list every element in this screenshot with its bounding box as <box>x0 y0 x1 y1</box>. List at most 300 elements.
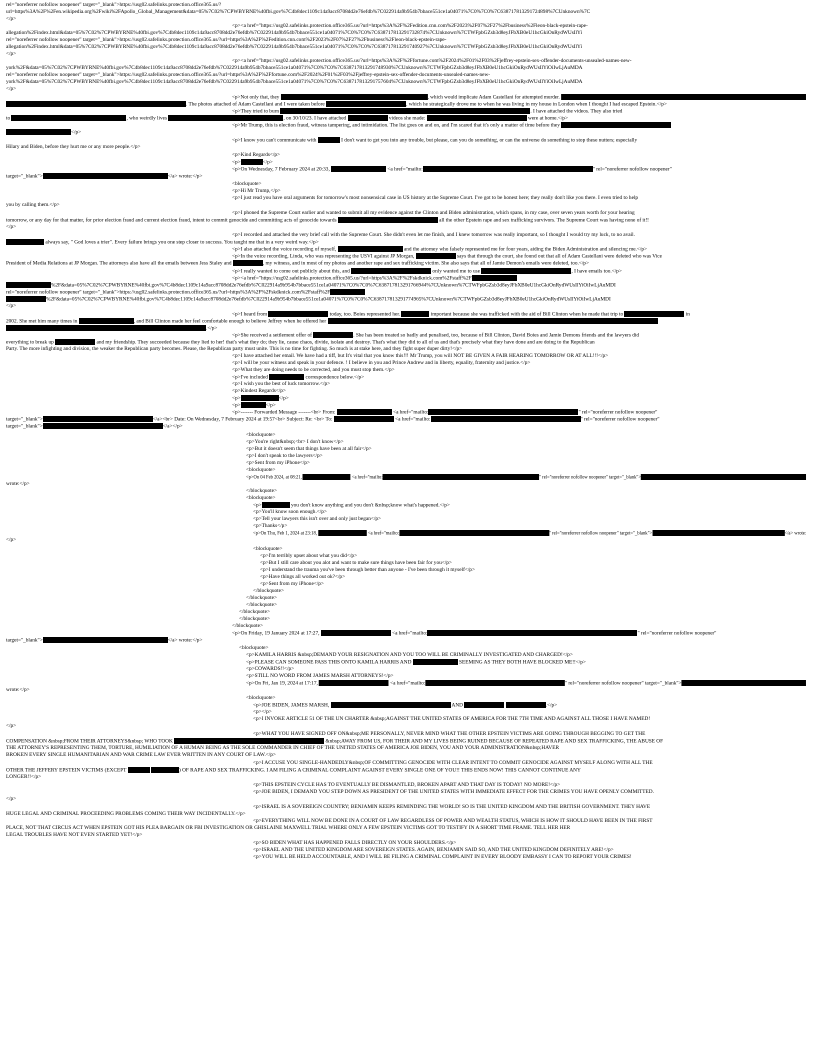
line-text: important because she was trafficked with the aid of Bill Clinton when he made that trip to <box>429 311 625 318</box>
redaction-block <box>326 101 406 107</box>
line-text: </blockquote> <box>253 588 284 594</box>
redaction-block <box>431 416 581 422</box>
line-text: <p>Not only that, they <box>232 94 281 101</box>
line-text: ) OF RAPE AND SEX TRAFFICKING. I AM FILING A CRIMINAL COMPLAINT AGAINST EVERY SINGLE ONE OF YOU!! THIS ENDS NOW! THIS CANNOT CONTINUE ANY <box>178 767 581 774</box>
line-text: <p>You'll know soon enough.</p> <box>253 509 327 515</box>
document-line <box>6 537 16 543</box>
document-line <box>232 108 622 115</box>
line-text: <p>WHAT YOU HAVE SIGNED OFF ON&nbsp;ME PERSONALLY, NEVER MIND WHAT THE OTHER EPSTEIN VICTIMS ARE GOING THROUGH BEGGING TO GET THE <box>253 731 646 737</box>
line-text: url=https%3A%2F%2Fen.wikipedia.org%2Fwiki%2FApollo_Global_Management&data=05%7C02%7CPWBYRNE%40fbi.gov%7C4b8dec1109c14a9acc8708dd2e76efdb%7C022914a9b954b7bbace551ce1a04071%7C0%7C0%7C638717813291724898%7CUnknown%7C <box>6 9 591 15</box>
redaction-block <box>481 268 571 274</box>
redaction-block <box>401 311 429 317</box>
line-text: correspondence below.</p> <box>304 374 365 381</box>
document-line <box>6 723 16 729</box>
document-line <box>246 460 310 466</box>
document-line <box>253 854 632 860</box>
line-text: allegation%2Findex.html&data=05%7C02%7CPWBYRNE%40fbi.gov%7C4b8dec1109c14a9acc8708dd2e76efdb%7C022914a9b954b7bbace551ce1a04071%7C0%7C0%7C638717813291732874%7CUnknown%7CTWFpbGZsb3d8eyJFbXB0eU1hcGkiOnRydWUsIlYi <box>6 30 583 36</box>
redaction-block <box>43 637 168 643</box>
line-text: THE ATTORNEY'S REPRESENTING THEM, TORTURE, HUMILIATION OF A HUMAN BEING AS THE SOLE COMMANDER IN CHIEF OF THE UNITED STATES OF AMERICA JOE BIDEN, YOU AND YOUR ADMINISTRATION&nbsp;HAVER <box>6 745 559 751</box>
line-text: </blockquote> <box>239 609 270 615</box>
line-text: says that through the court, she found out that all of Adam Castellani were deleted who was Vice <box>455 253 662 260</box>
document-line <box>253 530 806 537</box>
document-line <box>232 275 517 282</box>
document-line <box>246 673 394 679</box>
document-line <box>232 374 364 381</box>
line-text: in <box>684 311 690 318</box>
document-line <box>232 94 806 101</box>
document-line <box>232 137 637 144</box>
line-text: <p>I don't speak to the lawyers</p> <box>246 453 323 459</box>
document-line <box>232 395 289 402</box>
document-line <box>260 574 345 580</box>
line-text: COMPENSATION &nbsp;FROM THEIR ATTORNEYS&nbsp; WHO TOOK <box>6 738 175 745</box>
line-text: HUGE LEGAL AND CRIMINAL PROCEEDING PROBLEMS COMING THEIR WAY INCIDENTALLY.</p> <box>6 811 246 817</box>
document-line <box>232 232 635 238</box>
line-text: rel="noreferrer nofollow noopener" target="_blank">https://usg02.safelinks.protection.office365.us/?url=https%3A%2F%2Ffortune.com%2F2024%2F01%2F03%2Fjeffrey-epstein-sex-offender-documents-unsealed-names-new- <box>6 72 491 78</box>
line-text: york%2F&data=05%7C02%7CPWBYRNE%40fbi.gov%7C4b8dec1109c14a9acc8708dd2e76efdb%7C022914a9b954b7bbace551ce1a04071%7C0%7C0%7C638717813291748930%7CUnknown%7CTWFpbGZsb3d8eyJFbXB0eU1hcGkiOnRydWUsIlYiOiIwLjAuMDA <box>6 65 583 71</box>
line-text: york%2F&data=05%7C02%7CPWBYRNE%40fbi.gov%7C4b8dec1109c14a9acc8708dd2e76efdb%7C022914a9b954b7bbace551ce1a04071%7C0%7C0%7C638717813291757604%7CUnknown%7CTWFpbGZsb3d8eyJFbXB0eU1hcGkiOnRydWUsIlYiOiIwLjAuMDA <box>6 79 583 85</box>
redaction-block <box>624 311 684 317</box>
line-text: <p>I know you can't communicate with <box>232 137 318 144</box>
document-line <box>253 782 560 788</box>
document-line <box>253 523 287 529</box>
line-text: videos she made: <box>387 115 427 122</box>
document-line <box>6 86 16 92</box>
line-text: target="_blank"> <box>6 416 43 423</box>
document-line <box>232 152 280 158</box>
redaction-block <box>233 260 263 266</box>
line-text: and the attorney who falsely represented me for four years, aiding the Biden Administration and silencing me.</p> <box>402 246 647 253</box>
document-line <box>246 595 277 601</box>
redaction-block <box>413 659 458 665</box>
document-line <box>232 195 638 201</box>
document-line <box>246 439 344 445</box>
document-line <box>246 680 806 687</box>
line-text: , which would implicate Adam Castellani for attempted murder. <box>427 94 562 101</box>
line-text: <p>On Thu, Feb 1, 2024 at 23:18, <box>253 530 319 537</box>
document-line <box>6 260 589 267</box>
document-line <box>6 346 462 352</box>
line-text: <p>I really wanted to come out publicly about this, and <box>232 268 352 275</box>
document-line <box>260 567 475 573</box>
redaction-block <box>338 217 438 223</box>
document-line <box>232 332 639 339</box>
document-line <box>6 811 246 817</box>
line-text: <p>They tried to burn <box>232 108 281 115</box>
redaction-block <box>313 332 353 338</box>
line-text: <p>STILL NO WORD FROM JAMES MARSH ATTORNEYS!</p> <box>246 673 394 679</box>
line-text: <a href="mailto: <box>390 630 428 637</box>
line-text: " rel="noreferrer nofollow noopener" target="_blank"> <box>548 530 653 537</box>
line-text: <p>Kindest Regards</p> <box>232 388 286 394</box>
line-text: </a><br> Date: On Wednesday, 7 February 2024 at 19:57<br> Subject: Re: <br> To: <box>152 416 334 423</box>
line-text: you don't know anything and you don't &nbsp;know what's happened.</p> <box>289 502 450 509</box>
line-text: <p><a href="https://usg02.safelinks.protection.office365.us/?url=https%3A%2F%2Fedition.cnn.com%2F2023%2F07%2F27%2Fbusiness%2Fleon-black-epstein-rape- <box>232 23 588 29</box>
document-line <box>232 388 286 394</box>
line-text: </blockquote> <box>239 616 270 622</box>
document-line <box>6 318 658 325</box>
line-text: LONGER!!</p> <box>6 774 42 780</box>
line-text: , who weirdly lives <box>126 115 169 122</box>
line-text: <p> <box>232 159 241 166</box>
line-text: " rel="noreferrer nofollow noopener" <box>580 416 660 423</box>
line-text: target="_blank"> <box>6 423 43 430</box>
line-text: , I have emails too.</p> <box>571 268 622 275</box>
document-line <box>6 687 30 693</box>
document-line <box>6 239 319 246</box>
line-text: <p>On Wednesday, 7 February 2024 at 20:33, <box>232 166 332 173</box>
redaction-block <box>561 122 671 128</box>
line-text: <p>KAMILA HARRIS &nbsp;DEMAND YOUR RESIGNATION AND YOU TOO WILL BE CRIMINALLY INVESTIGATED AND CHARGED!</p> <box>246 652 573 658</box>
redaction-block <box>174 738 324 744</box>
document-line <box>232 360 530 366</box>
document-line <box>253 731 645 737</box>
document-line <box>6 296 611 303</box>
redaction-block <box>331 702 451 708</box>
line-text: </p> <box>71 129 82 136</box>
line-text: </p> <box>6 796 17 802</box>
document-line <box>6 115 568 122</box>
document-line <box>253 516 381 522</box>
line-text: <p>I just read you have oral arguments for tomorrow's most nonsensical case in US history at the Supreme Court. I've got to be honest here; they really don't like you there. I even tried to help <box>232 195 639 201</box>
line-text: and my friendship. They succeeded because they lied to her! that's what they do; they lie, cause chaos, divide, isolate and destroy. That's what they did to all of us and that's precisely what they have done and are doing to the Republican <box>95 339 595 346</box>
line-text: </a></p> <box>162 423 183 430</box>
line-text: </blockquote> <box>232 623 263 629</box>
redaction-block <box>416 253 456 259</box>
document-line <box>6 303 16 309</box>
line-text: , which he strategically drove me to when he was living in my house in London when I thought I had escaped Epstein.</p> <box>406 101 667 108</box>
line-text: wrote:</p> <box>6 687 30 693</box>
line-text: tomorrow, or any day for that matter, for prior election fraud and current election fraud, intent to commit genocide and committing acts of genocide towards <box>6 217 338 224</box>
document-line <box>6 481 30 487</box>
line-text: wrote:</p> <box>6 481 30 487</box>
line-text: " rel="noreferrer nofollow noopener" <box>592 166 672 173</box>
line-text: <p>On Fri, Jan 19, 2024 at 17:17, <box>246 680 320 687</box>
line-text: BROKEN EVERY SINGLE HUMANITARIAN AND WAR CRIME LAW EVER WRITTEN IN ANY COURT OF LAW.</p> <box>6 752 276 758</box>
redaction-block <box>55 339 95 345</box>
line-text: <a href="mailto: <box>391 409 429 416</box>
document-line <box>6 144 141 150</box>
document-line <box>232 23 588 29</box>
redaction-block <box>6 296 46 302</box>
document-line <box>232 159 273 166</box>
document-line <box>232 402 276 409</box>
line-text: </a> wrote:</p> <box>167 637 203 644</box>
line-text: to <box>6 115 12 122</box>
line-text: <p>Hi Mr Trump,</p> <box>232 188 281 194</box>
line-text: . I have attached the videos. They also tried <box>530 108 623 115</box>
redaction-block <box>348 115 388 121</box>
line-text: <p>I've included <box>232 374 270 381</box>
redaction-block <box>427 115 527 121</box>
line-text: <a href="mailto: <box>388 680 426 687</box>
document-line <box>232 58 631 64</box>
document-line <box>246 659 586 666</box>
document-line <box>6 832 142 838</box>
document-line <box>253 588 284 594</box>
line-text: .</p> <box>206 325 218 332</box>
line-text: <p>I understand the trauma you've been through better than anyone - I've been through it myself</p> <box>260 567 475 573</box>
document-line <box>6 339 595 346</box>
redaction-block <box>43 423 163 429</box>
line-text: <p><a href="https://usg02.safelinks.protection.office365.us/?url=https%3A%2F%2Fskdknick.com%2Fstaff%2F <box>232 275 472 282</box>
document-line <box>6 65 583 71</box>
document-line <box>6 423 183 430</box>
line-text: rel="noreferrer nofollow noopener" target="_blank">https://usg02.safelinks.protection.office365.us/? <box>6 2 222 8</box>
document-line <box>232 210 635 216</box>
redaction-block <box>641 474 806 480</box>
line-text: <p>ISRAEL IS A SOVEREIGN COUNTRY; BENJAMIN KEEPS REMINDING THE WORLD! SO IS THE UNITED KINGDOM AND THE BRITISH GOVERNMENT. THEY HAVE <box>253 804 651 810</box>
line-text: </p> <box>6 86 17 92</box>
line-text: <blockquote> <box>232 181 262 187</box>
line-text: </p> <box>6 16 17 22</box>
line-text: SEEMING AS THEY BOTH HAVE BLOCKED ME!!</p> <box>457 659 586 666</box>
line-text: I don't want to get you into any trouble, but please, can you do something, or can the universe do something to stop these nutters; especially <box>339 137 638 144</box>
line-text: <p>THIS EPSTEIN CYCLE HAS TO EVENTUALLY BE DISMANTLED, BROKEN APART AND THAT DAY IS TODAY! NO MORE!</p> <box>253 782 561 788</box>
redaction-block <box>303 474 351 480</box>
document-line <box>253 789 654 795</box>
line-text: <p></p> <box>253 709 272 715</box>
line-text: <p>On 04 Feb 2024, at 08:21, <box>246 474 303 481</box>
line-text: <p>On Friday, 19 January 2024 at 17:27, <box>232 630 321 637</box>
line-text: LEGAL TROUBLES HAVE NOT EVEN STARTED YET!</p> <box>6 832 143 838</box>
redaction-block <box>383 474 540 480</box>
document-line <box>232 367 395 373</box>
line-text: . She has been treated so badly and penalised, too, because of Bill Clinton, David Boies and Jamie Demons friends and the lawyers did <box>353 332 640 339</box>
document-line <box>253 546 283 552</box>
document-line <box>6 30 582 36</box>
line-text: <p>COWARDS!!</p> <box>246 666 295 672</box>
redaction-block <box>168 115 283 121</box>
line-text: <p>Tell your lawyers this isn't over and only just began</p> <box>253 516 382 522</box>
redaction-block <box>11 115 126 121</box>
document-line <box>246 695 276 701</box>
redaction-block <box>241 159 263 165</box>
document-line <box>6 416 660 423</box>
redaction-block <box>262 502 290 508</box>
redaction-block <box>334 416 394 422</box>
line-text: </p> <box>6 537 17 543</box>
line-text: <p>I phoned the Supreme Court earlier and wanted to submit all my evidence against the Clinton and Biden administration, which spans, in my case, over seven years worth for your hearing <box>232 210 635 216</box>
redaction-block <box>6 325 206 331</box>
line-text: <p>I wish you the best of luck tomorrow.</p> <box>232 381 331 387</box>
redaction-block <box>151 767 179 773</box>
line-text: <p> <box>253 502 262 509</box>
document-line <box>253 502 450 509</box>
document-line <box>6 101 667 108</box>
document-line <box>253 840 456 846</box>
document-line <box>260 581 324 587</box>
document-line <box>246 432 276 438</box>
line-text: <p>You're right&nbsp;<br> I don't know</p> <box>246 439 344 445</box>
redaction-block <box>423 166 593 172</box>
redaction-block <box>331 166 386 172</box>
line-text: " rel="noreferrer nofollow noopener" target="_blank"> <box>539 474 641 481</box>
line-text: " rel="noreferrer nofollow noopener" target="_blank"> <box>564 680 682 687</box>
document-line <box>6 217 649 224</box>
line-text: AND <box>450 702 465 709</box>
document-line <box>6 129 81 136</box>
document-line <box>6 325 217 332</box>
line-text: <p>YOU WILL BE HELD ACCOUNTABLE, AND I WILL BE FILING A CRIMINAL COMPLAINT IN EVERY BLOODY EMBASSY I CAN TO REPORT YOUR CRIMES! <box>253 854 632 860</box>
document-line <box>6 9 590 15</box>
redaction-block <box>6 101 186 107</box>
line-text: all the other Epstein rape and sex trafficking survivors. The Supreme Court was having none of it!! <box>437 217 649 224</box>
redaction-block <box>328 318 658 324</box>
line-text: <blockquote> <box>246 467 276 473</box>
redaction-block <box>318 530 367 536</box>
line-text: &nbsp;AWAY FROM US, FOR THEIR AND MY LIVES BEING RUINED BECAUSE OF REPEATED RAPE AND SEX TRAFFICKING, THE ABUSE OF <box>324 738 664 745</box>
document-line <box>260 560 452 566</box>
document-line <box>253 702 557 709</box>
line-text: President of Media Relations at JP Morgan. The attorneys also have all the emails between Jess Staley and <box>6 260 233 267</box>
document-line <box>6 16 16 22</box>
document-line <box>232 188 281 194</box>
line-text: <p>I heard from <box>232 311 269 318</box>
line-text: <p>Thanks</p> <box>253 523 288 529</box>
document-line <box>6 224 16 230</box>
line-text: <a href="mailto: <box>386 166 423 173</box>
redaction-block <box>506 702 546 708</box>
line-text: , on 30/10/23. I have attached <box>283 115 348 122</box>
line-text: <p>But I still care about you alot and want to make sure things have been fair for you</p> <box>260 560 452 566</box>
redaction-block <box>399 530 549 536</box>
redaction-block <box>337 409 392 415</box>
document-line <box>6 796 16 802</box>
document-line <box>253 760 653 766</box>
document-line <box>232 268 622 275</box>
line-text: Party. The more infighting and division, the weaker the Republican party becomes. Please, the Republican party must unite. This is no time for fighting. So much is at stake here, and they fight super duper dirty!</p> <box>6 346 463 352</box>
document-line <box>6 51 16 57</box>
redaction-block <box>338 246 403 252</box>
line-text: <p> <box>232 402 241 409</box>
line-text: <p>SO BIDEN WHAT HAS HAPPENED FALLS DIRECTLY ON YOUR SHOULDERS.</p> <box>253 840 457 846</box>
redaction-block <box>43 416 153 422</box>
document-line <box>232 630 716 637</box>
document-line <box>246 474 806 481</box>
line-text: %2F&data=05%7C02%7CPWBYRNE%40fbi.gov%7C4b8dec1109c14a9acc8708dd2e76efdb%7C022914a9b954b7bbace551ce1a04071%7C0%7C0%7C638717813291766944%7CUnknown%7CTWFpbGZsb3d8eyJFbXB0eU1hcGkiOnRydWUsIlYiOiIwLjAuMDI <box>51 282 616 289</box>
line-text: </p> <box>265 402 276 409</box>
line-text: </p> <box>278 395 289 402</box>
document-line <box>260 553 357 559</box>
document-line <box>6 37 446 43</box>
line-text: <p>But it doesn't seem that things have been at all fair</p> <box>246 446 372 452</box>
line-text: <p>I recorded and attached the very brief call with the Supreme Court. She didn't even let me finish, and I knew tomorrow was really important, so I thought I would try my luck, to no avail. <box>232 232 635 238</box>
line-text: allegation%2Findex.html&data=05%7C02%7CPWBYRNE%40fbi.gov%7C4b8dec1109c14a9acc8708dd2e76efdb%7C022914a9b954b7bbace551ce1a04071%7C0%7C0%7C638717813291740927%7CUnknown%7CTWFpbGZsb3d8eyJFbXB0eU1hcGkiOnRydWUsIlYi <box>6 44 583 50</box>
line-text: <a href="mailto: <box>393 416 431 423</box>
line-text: <p>Kind Regards</p> <box>232 152 280 158</box>
line-text: . The photos attached of Adam Castellani and I were taken before <box>186 101 327 108</box>
document-line <box>232 246 647 253</box>
document-line <box>6 637 202 644</box>
document-line <box>6 2 221 8</box>
line-text: </blockquote> <box>246 595 277 601</box>
document-line <box>232 623 263 629</box>
redaction-block <box>79 318 134 324</box>
redaction-block <box>6 129 71 135</box>
line-text: <p>I will be your witness and speak in your defence. ! I believe in you and Prince Andrew and in liberty, equality, fraternity and justice.</p> <box>232 360 531 366</box>
line-text: </p> <box>6 224 17 230</box>
document-line <box>253 847 614 853</box>
document-line <box>246 488 277 494</box>
document-line <box>253 818 653 824</box>
document-line <box>6 282 616 289</box>
line-text: <blockquote> <box>246 495 276 501</box>
line-text: <p>------- Forwarded Message -------<br> From: <box>232 409 337 416</box>
redaction-block <box>318 137 340 143</box>
document-line <box>253 804 650 810</box>
line-text: <p>I INVOKE ARTICLE 51 OF THE UN CHARTER &nbsp;AGAINST THE UNITED STATES OF AMERICA FOR THE 7TH TIME AND AGAINST ALL THOSE I HAVE NAMED! <box>253 716 651 722</box>
line-text: rel="noreferrer nofollow noopener" target="_blank">https://usg02.safelinks.protection.office365.us/?url=https%3A%2F%2Fskdknick.com%2Fstaff%2F <box>6 289 331 296</box>
line-text: </blockquote> <box>246 602 277 608</box>
line-text: <p>In the voice recording, Linda, who was representing the USVI against JP Morgan, <box>232 253 416 260</box>
redaction-block <box>6 239 44 245</box>
line-text: <blockquote> <box>253 546 283 552</box>
redaction-block <box>268 311 328 317</box>
document-line <box>232 181 262 187</box>
line-text: target="_blank"> <box>6 637 43 644</box>
line-text: <p>She received a settlement offer of <box>232 332 314 339</box>
line-text: only wanted me to use <box>431 268 482 275</box>
redaction-block <box>319 680 389 686</box>
line-text: </a> wrote:</p> <box>167 173 203 180</box>
line-text: Hilary and Biden, before they hurt me or any more people.</p> <box>6 144 141 150</box>
line-text: <p>I also attached the voice recording of myself, <box>232 246 338 253</box>
redaction-block <box>6 282 51 288</box>
redaction-block <box>241 395 279 401</box>
redaction-block <box>269 374 304 380</box>
redaction-block <box>652 530 784 536</box>
line-text: <p>Have things all worked out ok?</p> <box>260 574 346 580</box>
line-text: rel="noreferrer nofollow noopener" target="_blank">https://usg02.safelinks.protection.office365.us/?url=https%3A%2F%2Fedition.cnn.com%2F2023%2F07%2F27%2Fbusiness%2Fleon-black-epstein-rape- <box>6 37 447 43</box>
redaction-block <box>330 289 365 295</box>
line-text: were at home.</p> <box>526 115 568 122</box>
line-text: </blockquote> <box>246 488 277 494</box>
line-text: OTHER THE JEFFERY EPSTEIN VICTIMS (EXCEPT <box>6 767 128 774</box>
document-line <box>6 752 276 758</box>
line-text: <p><a href="https://usg02.safelinks.protection.office365.us/?url=https%3A%2F%2Ffortune.com%2F2024%2F01%2F03%2Fjeffrey-epstein-sex-offender-documents-unsealed-names-new- <box>232 58 632 64</box>
line-text: " rel="noreferrer nofollow noopener" <box>578 409 658 416</box>
line-text: </p> <box>6 723 17 729</box>
document-line <box>246 495 276 501</box>
document-line <box>6 767 581 774</box>
redaction-block <box>321 630 391 636</box>
line-text: , and Bill Clinton made her feel comfortable enough to believe Jeffrey when he offered her <box>133 318 328 325</box>
line-text: <blockquote> <box>239 645 269 651</box>
document-line <box>6 825 570 831</box>
document-line <box>232 253 662 260</box>
redaction-block <box>428 409 578 415</box>
document-line <box>6 44 582 50</box>
document-line <box>6 173 202 180</box>
line-text: </a> wrote: <box>784 530 807 537</box>
document-line <box>6 79 583 85</box>
document-line <box>246 446 372 452</box>
line-text: <p>Sent from my iPhone</p> <box>260 581 324 587</box>
redaction-block <box>43 173 168 179</box>
line-text: today, too. Boies represented her. <box>328 311 402 318</box>
line-text: <p>I have attached her email. We have had a tiff, but It's vital that you know this!!! Mr Trump, you will NOT BE GIVEN A FAIR HEARING TOMORROW OR AT ALL!!!</p> <box>232 353 609 359</box>
document-line <box>6 745 559 751</box>
document-line <box>246 666 294 672</box>
document-line <box>232 166 672 173</box>
document-line <box>232 409 657 416</box>
redaction-block <box>682 680 807 686</box>
line-text: <p>I ACCUSE YOU SINGLE-HANDEDLY&nbsp;OF COMMITTING GENOCIDE WITH CLEAR INTENT TO COMMIT GENOCIDE AGAINST MYSELF ALONG WITH ALL THE <box>253 760 653 766</box>
document-line <box>6 289 365 296</box>
document-line <box>239 645 269 651</box>
line-text: <p>Mr Trump, this is election fraud, witness tampering, and intimidation. The list goes on and on, and I'm scared that it's only a matter of time before they <box>232 122 562 129</box>
